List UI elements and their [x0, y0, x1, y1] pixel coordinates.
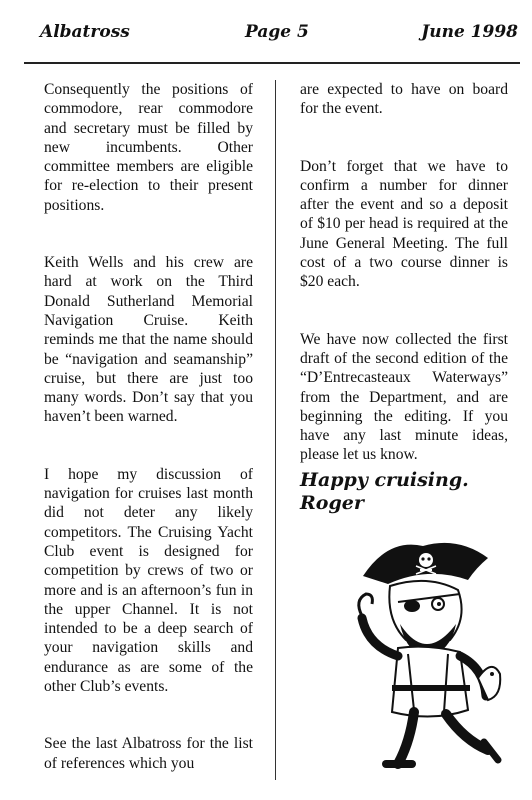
paragraph-dinner: Don’t forget that we have to confirm a number for dinner after the event and so a deposit of $10 per head is required at the June General Meeting. The full cost of a two course dinner is $20 each.	[300, 157, 508, 291]
paragraph-waterways: We have now collected the first draft of the second edition of the “D’Entrecasteaux Waterways” from the Department, and are beginning the editing. If you have any last minute ideas, please let us know.	[300, 330, 508, 464]
paragraph-committee: Consequently the positions of commodore, rear commodore and secretary must be filled by new incumbents. Other committee members are eligible for re-election to their present positions.	[44, 81, 253, 214]
signoff: Happy cruising.	[300, 468, 469, 491]
signature: Roger	[300, 492, 364, 515]
paragraph-cruising-event: I hope my discussion of navigation for cruises last month did not deter any likely competitors. The Cruising Yacht Club event is designed for competition by crews of two or more and is an afternoon’s fun in the upper Channel. It is not intended to be a deep search of your navigation skills and endurance as are some of the other Club’s events.	[44, 465, 253, 696]
page-header	[40, 22, 518, 50]
pirate-cartoon-icon	[328, 528, 508, 790]
right-column	[300, 80, 508, 513]
newsletter-title: Albatross	[40, 22, 130, 42]
issue-date: June 1998	[421, 22, 518, 42]
paragraph-on-board: are expected to have on board for the event.	[300, 81, 508, 118]
paragraph-references: See the last Albatross for the list of references which you	[44, 735, 253, 772]
left-column	[44, 80, 253, 773]
header-rule	[24, 62, 520, 64]
page-number: Page 5	[245, 22, 309, 42]
column-divider	[275, 80, 276, 780]
paragraph-navigation-cruise: Keith Wells and his crew are hard at work on the Third Donald Sutherland Memorial Navigation Cruise. Keith reminds me that the name should be “navigation and seamanship” cruise, but there are just too many words. Don’t say that you haven’t been warned.	[44, 254, 253, 426]
